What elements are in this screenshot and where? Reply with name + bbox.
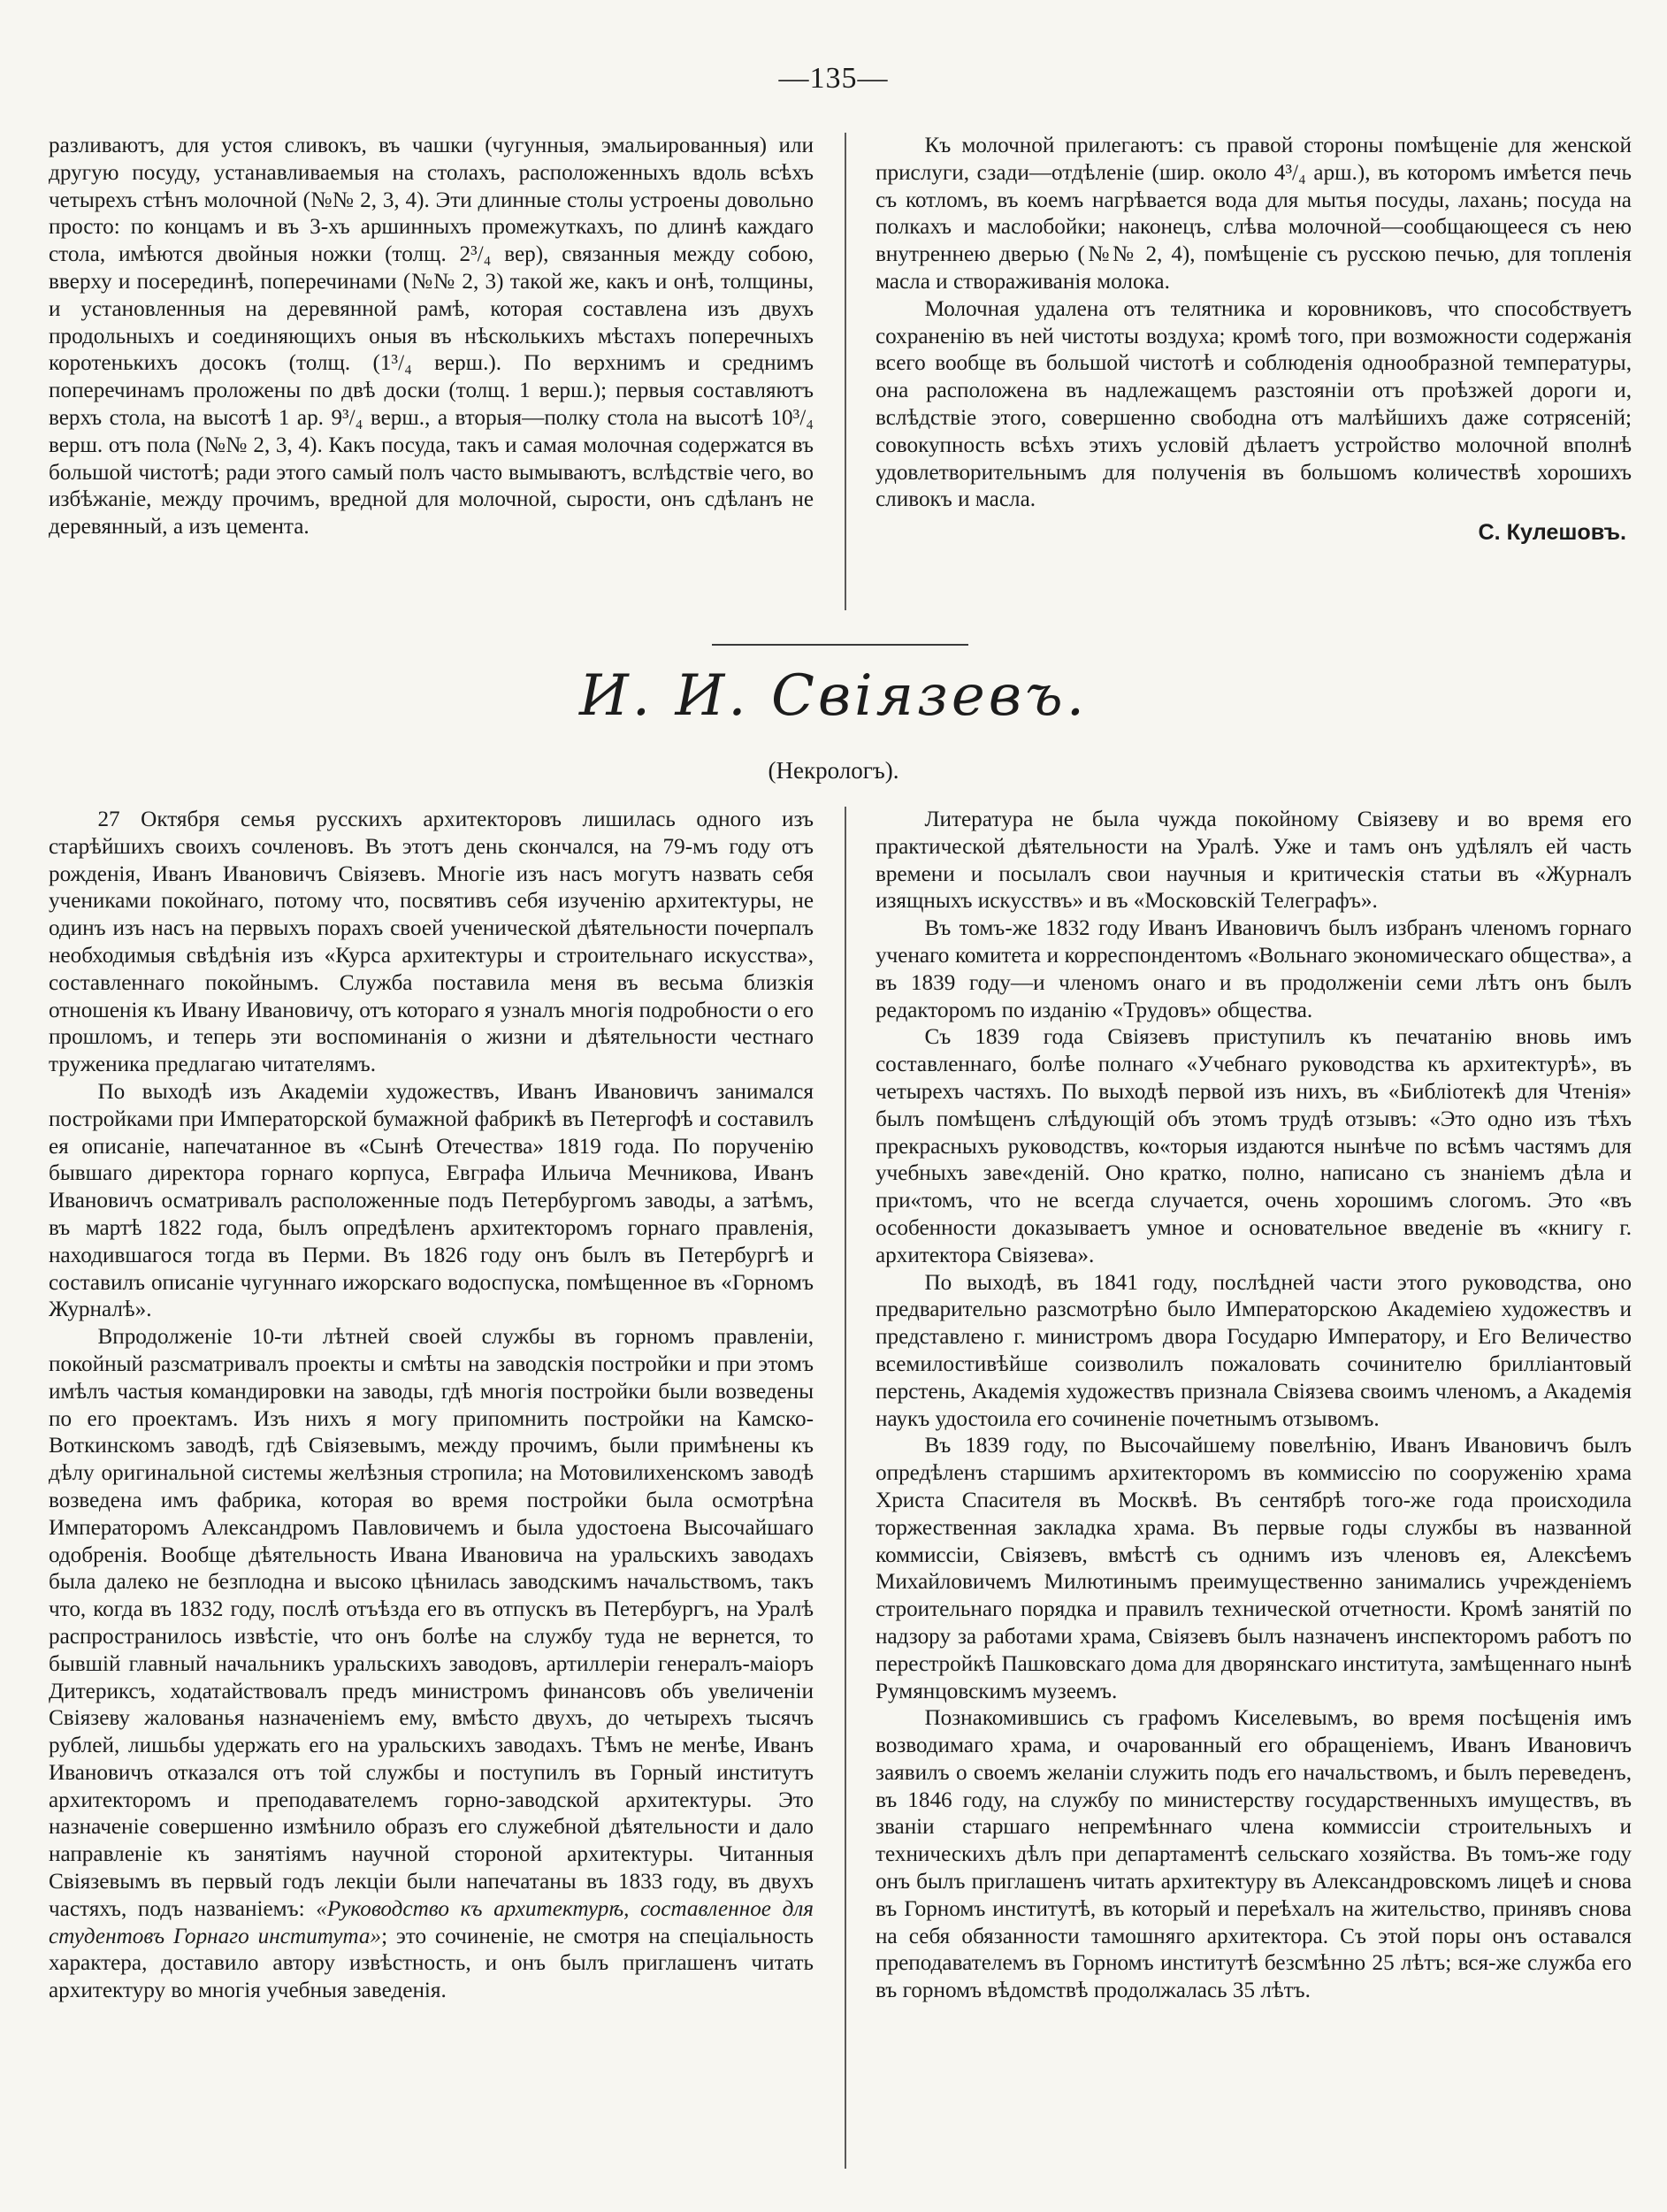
bottom-right-column <box>876 807 1632 2005</box>
paragraph: Молочная удалена отъ телятника и коровниковъ, что способствуетъ сохраненію въ ней чистоты воздуха; кромѣ того, при возможности содержанія всего вообще въ большой чистотѣ и соблюденія однообразной температуры, она расположена въ надлежащемъ разстояніи отъ проѣзжей дороги и, вслѣдствіе этого, совершенно свободна отъ малѣйшихъ даже сотрясеній; совокупность всѣхъ этихъ условій дѣлаетъ устройство молочной вполнѣ удовлетворительнымъ для полученія въ большомъ количествѣ хорошихъ сливокъ и масла. <box>876 296 1632 512</box>
paragraph: По выходѣ, въ 1841 году, послѣдней части этого руководства, оно предварительно разсмотрѣно было Императорскою Академіею художествъ и представлено г. министромъ двора Государю Императору, и Его Величество всемилостивѣйше соизволилъ пожаловать сочинителю бриллiантовый перстень, Академія художествъ признала Свіязева своимъ членомъ, а Академія наукъ удостоила его сочиненіе почетнымъ отзывомъ. <box>876 1270 1632 1431</box>
paragraph-text: Впродолженіе 10-ти лѣтней своей службы въ горномъ правленіи, покойный разсматривалъ проекты и смѣты на заводскія постройки и при этомъ имѣлъ частыя командировки на заводы, гдѣ многія постройки были возведены по его проектамъ. Изъ нихъ я могу припомнить постройки на Камско-Воткинскомъ заводѣ, гдѣ Свіязевымъ, между прочимъ, были примѣнены къ дѣлу оригинальной системы желѣзныя стропила; на Мотовилихенскомъ заводѣ возведена имъ фабрика, которая во время постройки была осмотрѣна Императоромъ Александромъ Павловичемъ и была удостоена Высочайшаго одобренія. Вообще дѣятельность Ивана Ивановича на уральскихъ заводахъ была далеко не безплодна и высоко цѣнилась заводскимъ начальствомъ, такъ что, когда въ 1832 году, послѣ отъѣзда его въ отпускъ въ Петербургъ, на Уралѣ распространилось извѣстіе, что онъ болѣе на службу туда не вернется, то бывшій главный начальникъ уральскихъ заводовъ, артиллеріи генералъ-маіоръ Дитериксъ, ходатайствовалъ предъ министромъ финансовъ объ увеличеніи Свіязеву жалованья назначеніемъ ему, вмѣсто двухъ, до четырехъ тысячъ рублей, лишьбы удержать его на уральскихъ заводахъ. Тѣмъ не менѣе, Иванъ Ивановичъ отказался отъ той службы и поступилъ въ Горный институтъ архитекторомъ и преподавателемъ горно-заводской архитектуры. Это назначеніе совершенно измѣнило образъ его служебной дѣятельности и дало направленіе къ занятіямъ научной стороной архитектуры. Читанныя Свіязевымъ въ первый годъ лекціи были напечатаны въ 1833 году, въ двухъ частяхъ, подъ названіемъ: <box>49 1325 814 1921</box>
paragraph: Къ молочной прилегаютъ: съ правой стороны помѣщеніе для женской прислуги, сзади—отдѣленіе (шир. около 4³/₄ арш.), въ которомъ имѣется печь съ котломъ, въ коемъ нагрѣвается вода для мытья посуды, лахань; посуда на полкахъ и маслобойки; наконецъ, слѣва молочной—сообщающееся съ нею внутреннею дверью (№№ 2, 4), помѣщеніе съ русскою печью, для топленія масла и створаживанія молока. <box>876 134 1632 294</box>
top-left-column <box>49 133 814 541</box>
paragraph: Въ 1839 году, по Высочайшему повелѣнію, Иванъ Ивановичъ былъ опредѣленъ старшимъ архитекторомъ въ коммиссію по сооруженію храма Христа Спасителя въ Москвѣ. Въ сентябрѣ того-же года происходила торжественная закладка храма. Въ первые годы службы въ названной коммиссіи, Свіязевъ, вмѣстѣ съ однимъ изъ членовъ ея, Алексѣемъ Михайловичемъ Милютинымъ преимущественно занимались учрежденіемъ строительнаго порядка и правилъ технической отчетности. Кромѣ занятій по надзору за работами храма, Свіязевъ былъ назначенъ инспекторомъ работъ по перестройкѣ Пашковскаго дома для дворянскаго института, замѣщеннаго нынѣ Румянцовскимъ музеемъ. <box>876 1434 1632 1703</box>
paragraph: Въ томъ-же 1832 году Иванъ Ивановичъ былъ избранъ членомъ горнаго ученаго комитета и корреспондентомъ «Вольнаго экономическаго общества», а въ 1839 году—и членомъ онаго и въ продолженіи семи лѣтъ онъ былъ редакторомъ по изданію «Трудовъ» общества. <box>876 916 1632 1022</box>
top-right-column <box>876 133 1632 547</box>
column-divider <box>845 807 846 2169</box>
book-title: «Руководство къ архитектурѣ, составленное для студентовъ Горнаго института» <box>49 1896 814 1948</box>
paragraph: По выходѣ изъ Академіи художествъ, Иванъ Ивановичъ занимался постройками при Императорской бумажной фабрикѣ въ Петергофѣ и составилъ ея описаніе, напечатанное въ «Сынѣ Отечества» 1819 года. По порученію бывшаго директора горнаго корпуса, Евграфа Ильича Мечникова, Иванъ Ивановичъ осматривалъ расположенные подъ Петербургомъ заводы, а затѣмъ, въ мартѣ 1822 года, былъ опредѣленъ архитекторомъ горнаго правленія, находившагося тогда въ Перми. Въ 1826 году онъ былъ въ Петербургѣ и составилъ описаніе чугуннаго ижорскаго водоспуска, помѣщенное въ «Горномъ Журналѣ». <box>49 1079 814 1322</box>
paragraph-text: ; это сочиненіе, не смотря на спеціальность характера, доставило автору извѣстность, и онъ былъ приглашенъ читать архитектуру во многія учебныя заведенія. <box>49 1924 814 2003</box>
paragraph: Съ 1839 года Свіязевъ приступилъ къ печатанію вновь имъ составленнаго, болѣе полнаго «Учебнаго руководства къ архитектурѣ», въ четырехъ частяхъ. По выходѣ первой изъ нихъ, въ «Библіотекѣ для Чтенія» былъ помѣщенъ слѣдующій объ этомъ трудѣ отзывъ: «Это одно изъ тѣхъ прекрасныхъ руководствъ, ко«торыя издаются нынѣче по всѣмъ частямъ для учебныхъ заве«деній. Оно кратко, полно, написано съ знаніемъ дѣла и при«томъ, что не всегда случается, очень хорошимъ слогомъ. Это «въ особенности доказываетъ умное и основательное введеніе въ «книгу г. архитектора Свіязева». <box>876 1025 1632 1267</box>
paragraph: Познакомившись съ графомъ Киселевымъ, во время посѣщенія имъ возводимаго храма, и очарованный его обращеніемъ, Иванъ Ивановичъ заявилъ о своемъ желаніи служить подъ его начальствомъ, и былъ переведенъ, въ 1846 году, на службу по министерству государственныхъ имуществъ, въ званіи старшаго непремѣннаго члена коммиссіи строительныхъ и техническихъ дѣлъ при департаментѣ сельскаго хозяйства. Въ томъ-же году онъ былъ приглашенъ читать архитектуру въ Александровскомъ лицеѣ и снова въ Горномъ институтѣ, въ который и переѣхалъ на жительство, принявъ снова на себя обязанности тамошняго архитектора. Съ этой поры онъ оставался преподавателемъ въ Горномъ институтѣ безсмѣнно 25 лѣтъ; вся-же служба его въ горномъ вѣдомствѣ продолжалась 35 лѣтъ. <box>876 1706 1632 2003</box>
column-divider <box>845 133 846 610</box>
paragraph <box>49 1324 814 2005</box>
paragraph: Литература не была чужда покойному Свіязеву и во время его практической дѣятельности на Уралѣ. Уже и тамъ онъ удѣлялъ ей часть времени и посылалъ свои научныя и критическія статьи въ «Журналъ изящныхъ искусствъ» и въ «Московскій Телеграфъ». <box>876 807 1632 914</box>
author-signature: С. Кулешовъ. <box>1478 520 1626 546</box>
paragraph: 27 Октября семья русскихъ архитекторовъ лишилась одного изъ старѣйшихъ своихъ сочленовъ. Въ этотъ день скончался, на 79-мъ году отъ рожденія, Иванъ Ивановичъ Свіязевъ. Многіе изъ насъ могутъ назвать себя учениками покойнаго, потому что, посвятивъ себя изученію архитектуры, не одинъ изъ насъ на первыхъ порахъ своей ученической дѣятельности почерпалъ необходимыя свѣдѣнія изъ «Курса архитектуры и строительнаго искусства», составленнаго покойнымъ. Служба поставила меня въ весьма близкія отношенія къ Ивану Ивановичу, отъ котораго я узналъ многія подробности о его прошломъ, и теперь эти воспоминанія о жизни и дѣятельности честнаго труженика предлагаю читателямъ. <box>49 807 814 1077</box>
article-title: И. И. Свіязевъ. <box>578 663 1089 729</box>
paragraph: разливаютъ, для устоя сливокъ, въ чашки (чугунныя, эмальированныя) или другую посуду, устанавливаемыя на столахъ, расположенныхъ вдоль всѣхъ четырехъ стѣнъ молочной (№№ 2, 3, 4). Эти длинные столы устроены довольно просто: по концамъ и въ 3-хъ аршинныхъ промежуткахъ, по длинѣ каждаго стола, имѣются двойныя ножки (толщ. 2³/₄ вер), связанныя между собою, вверху и посерединѣ, поперечинами (№№ 2, 3) такой же, какъ и онѣ, толщины, и установленныя на деревянной рамѣ, которая составлена изъ двухъ продольныхъ и соединяющихъ оныя въ нѣсколькихъ мѣстахъ поперечныхъ коротенькихъ досокъ (толщ. (1³/₄ верш.). По верхнимъ и среднимъ поперечинамъ проложены по двѣ доски (толщ. 1 верш.); первыя составляютъ верхъ стола, на высотѣ 1 ар. 9³/₄ верш., а вторыя—полку стола на высотѣ 10³/₄ верш. отъ пола (№№ 2, 3, 4). Какъ посуда, такъ и самая молочная содержатся въ большой чистотѣ; ради этого самый полъ часто вымываютъ, вслѣдствіе чего, во избѣжаніе, между прочимъ, вредной для молочной, сырости, онъ сдѣланъ не деревянный, а изъ цемента. <box>49 134 814 540</box>
section-divider <box>712 644 968 646</box>
bottom-left-column <box>49 807 814 2005</box>
article-subtitle: (Некрологъ). <box>768 757 899 784</box>
page-number: —135— <box>778 62 889 95</box>
